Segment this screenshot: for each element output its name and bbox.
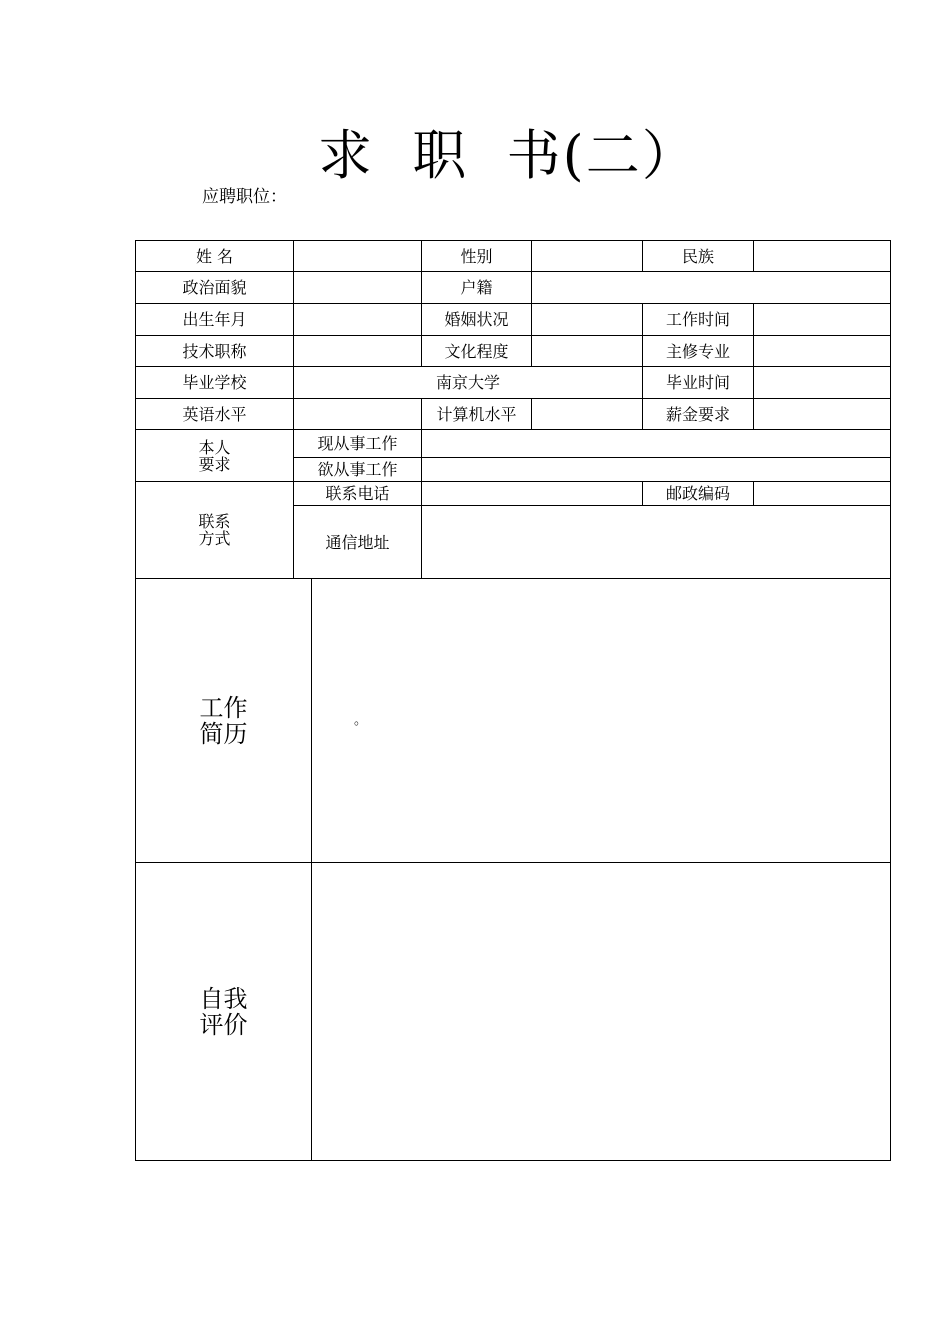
graduated-school-value[interactable]: 南京大学	[435, 373, 500, 392]
work-history-text: 。	[354, 713, 368, 728]
work-history-label	[136, 579, 311, 862]
gender-label: 性别	[460, 246, 493, 266]
work-history-field[interactable]	[312, 579, 890, 862]
birth-date-label: 出生年月	[182, 310, 247, 329]
desired-job-field[interactable]	[422, 458, 890, 481]
mailing-address-field[interactable]	[422, 506, 890, 578]
self-evaluation-label-line2: 评价	[199, 1010, 248, 1039]
document-title: 求 职 书(二）	[318, 124, 698, 187]
professional-title-label: 技术职称	[182, 341, 247, 361]
major-field[interactable]	[754, 336, 890, 366]
computer-level-label: 计算机水平	[436, 404, 517, 424]
political-status-field[interactable]	[294, 272, 421, 303]
contact-label-line2: 方式	[198, 529, 231, 548]
contact-label-line1: 联系	[198, 512, 231, 531]
major-label: 主修专业	[665, 341, 730, 361]
self-evaluation-label-line1: 自我	[199, 984, 248, 1013]
work-start-time-label: 工作时间	[665, 310, 730, 329]
graduation-time-field[interactable]	[754, 367, 890, 398]
graduation-time-label: 毕业时间	[665, 373, 730, 392]
self-evaluation-field[interactable]	[312, 863, 890, 1160]
applied-position-label: 应聘职位：	[202, 187, 287, 207]
political-status-label: 政治面貌	[182, 278, 247, 297]
household-registration-label: 户籍	[460, 278, 493, 297]
marital-status-field[interactable]	[532, 304, 642, 335]
phone-field[interactable]	[422, 482, 642, 505]
ethnicity-label: 民族	[681, 246, 714, 266]
work-start-time-field[interactable]	[754, 304, 890, 335]
english-level-label: 英语水平	[182, 404, 247, 424]
postal-code-label: 邮政编码	[665, 484, 730, 503]
salary-requirement-field[interactable]	[754, 399, 890, 429]
desired-job-label: 欲从事工作	[317, 460, 398, 479]
personal-requirements-label	[136, 430, 293, 481]
personal-requirements-label-line1: 本人	[198, 437, 231, 457]
current-job-field[interactable]	[422, 430, 890, 457]
computer-level-field[interactable]	[532, 399, 642, 429]
marital-status-label: 婚姻状况	[444, 310, 509, 329]
work-history-label-line2: 简历	[199, 719, 248, 748]
mailing-address-label: 通信地址	[325, 532, 390, 552]
graduated-school-label: 毕业学校	[182, 373, 247, 392]
birth-date-field[interactable]	[294, 304, 421, 335]
name-label: 姓 名	[195, 246, 234, 266]
phone-label: 联系电话	[325, 484, 390, 503]
current-job-label: 现从事工作	[317, 434, 398, 453]
ethnicity-field[interactable]	[754, 241, 890, 271]
gender-field[interactable]	[532, 241, 642, 271]
education-level-field[interactable]	[532, 336, 642, 366]
name-field[interactable]	[294, 241, 421, 271]
english-level-field[interactable]	[294, 399, 421, 429]
postal-code-field[interactable]	[754, 482, 890, 505]
self-evaluation-label	[136, 863, 311, 1160]
education-level-label: 文化程度	[444, 341, 509, 361]
work-history-label-line1: 工作	[199, 693, 248, 722]
salary-requirement-label: 薪金要求	[665, 404, 730, 424]
personal-requirements-label-line2: 要求	[198, 454, 231, 474]
professional-title-field[interactable]	[294, 336, 421, 366]
household-registration-field[interactable]	[532, 272, 890, 303]
contact-label	[136, 482, 293, 578]
